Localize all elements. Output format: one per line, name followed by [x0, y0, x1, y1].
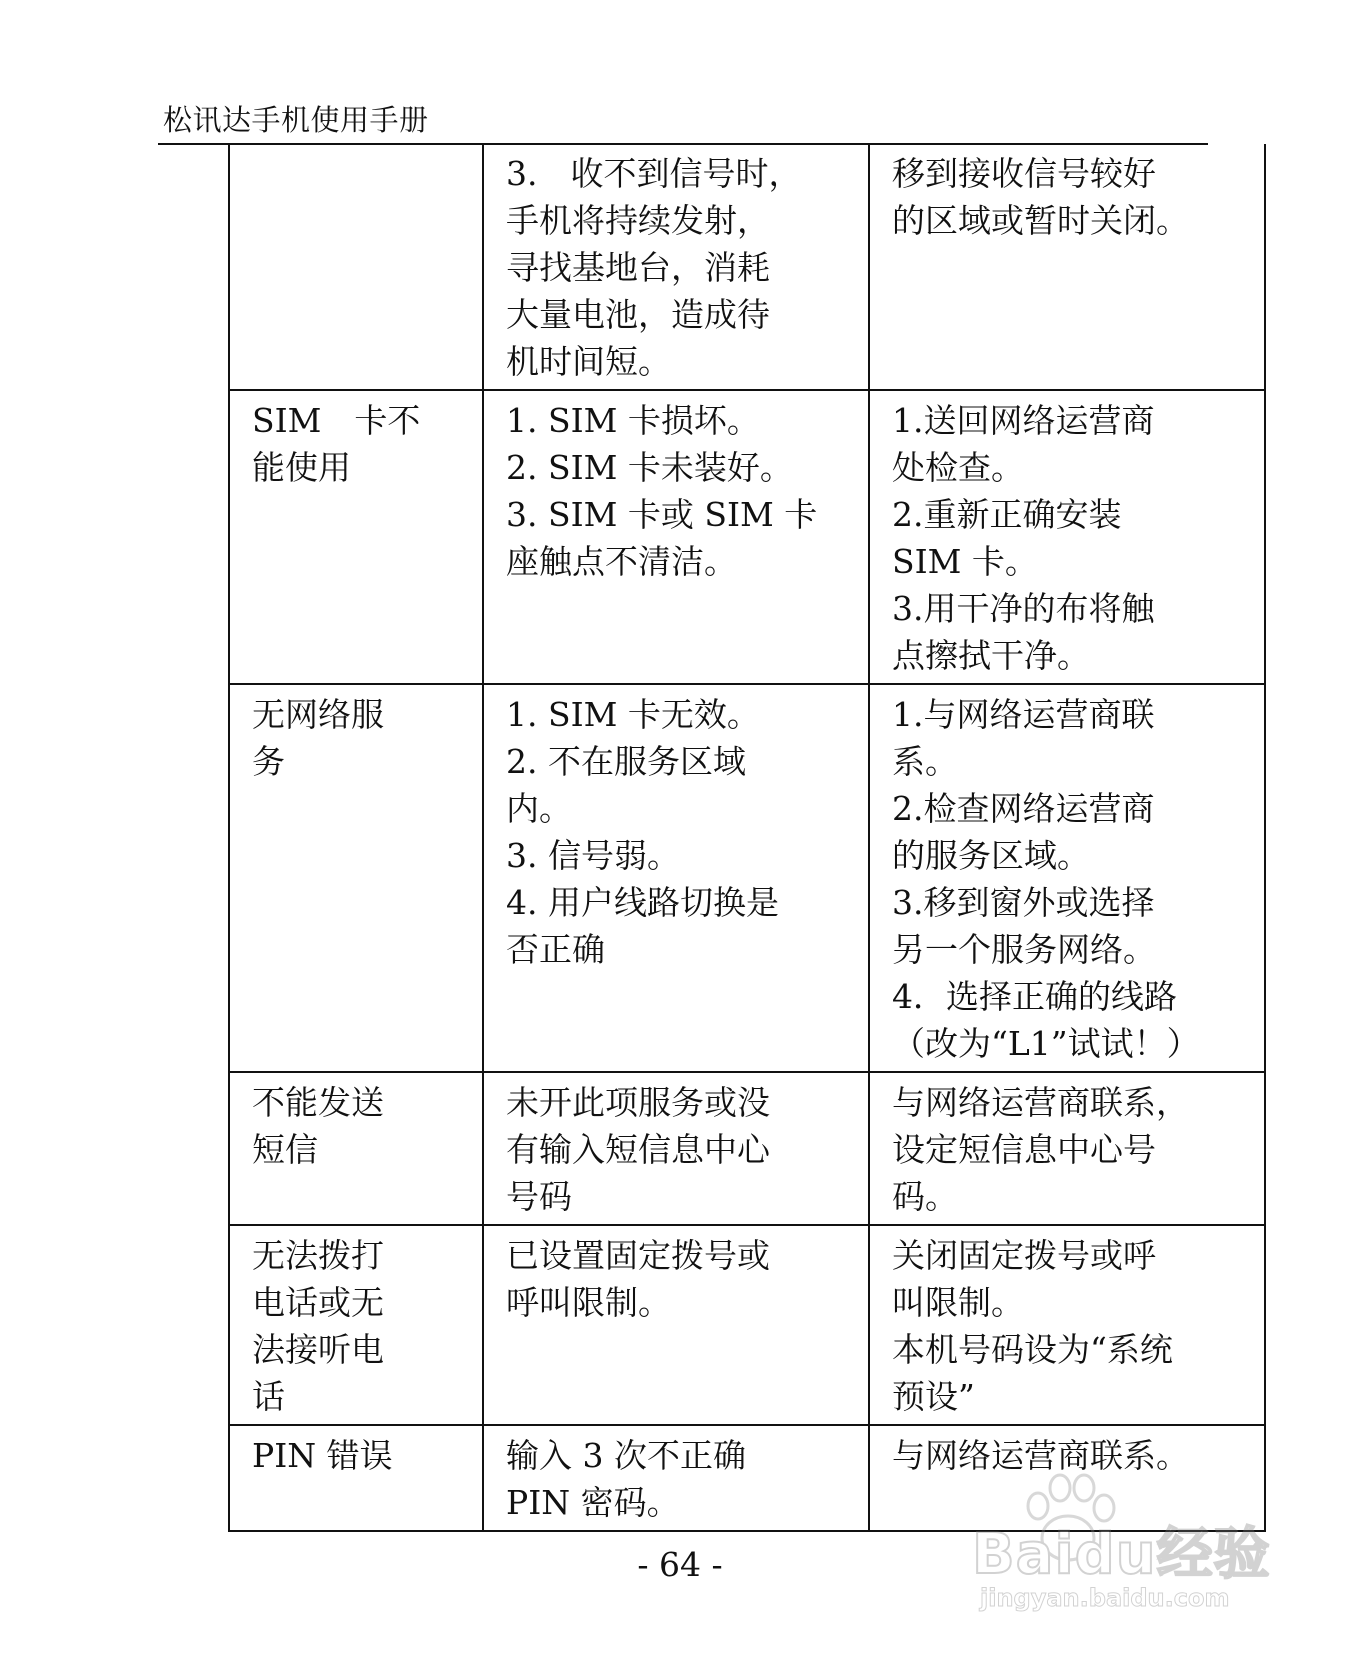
cause-line: 否正确: [506, 930, 605, 969]
cause-line: 已设置固定拨号或: [506, 1236, 770, 1275]
problem-cell: [229, 144, 483, 390]
problem-line: 电话或无: [252, 1283, 384, 1322]
cause-line: 4. 用户线路切换是: [506, 883, 779, 922]
problem-line: 短信: [252, 1130, 318, 1169]
solution-cell: [869, 1072, 1265, 1225]
cause-line: 1. SIM 卡损坏。: [506, 401, 760, 440]
solution-line: 系。: [892, 742, 958, 781]
solution-line: 的区域或暂时关闭。: [892, 201, 1189, 240]
page-header-title: 松讯达手机使用手册: [163, 103, 429, 137]
problem-line: SIM 卡不: [252, 401, 421, 440]
table-row: [229, 1072, 1265, 1225]
problem-line: 无法拨打: [252, 1236, 384, 1275]
cause-line: 寻找基地台，消耗: [506, 248, 770, 287]
problem-line: 法接听电: [252, 1330, 384, 1369]
cause-line: 号码: [506, 1177, 572, 1216]
cause-line: 内。: [506, 789, 572, 828]
problem-line: 务: [252, 742, 285, 781]
troubleshooting-table: [228, 144, 1266, 1532]
solution-line: 点擦拭干净。: [892, 636, 1090, 675]
cause-cell: [483, 390, 869, 684]
cause-line: PIN 密码。: [506, 1483, 680, 1522]
cause-line: 呼叫限制。: [506, 1283, 671, 1322]
baidu-watermark: [972, 1466, 1292, 1616]
cause-cell: [483, 144, 869, 390]
solution-line: 2.检查网络运营商: [892, 789, 1155, 828]
solution-line: 叫限制。: [892, 1283, 1024, 1322]
solution-line: 1.与网络运营商联: [892, 695, 1155, 734]
problem-cell: [229, 1225, 483, 1425]
watermark-brand: Baidu经验: [972, 1522, 1271, 1587]
solution-line: 的服务区域。: [892, 836, 1090, 875]
cause-line: 大量电池，造成待: [506, 295, 770, 334]
cause-line: 2. 不在服务区域: [506, 742, 746, 781]
table-row: [229, 144, 1265, 390]
solution-line: 预设”: [892, 1377, 975, 1416]
solution-line: 1.送回网络运营商: [892, 401, 1155, 440]
cause-line: 3. 收不到信号时，: [506, 154, 802, 193]
table-row: [229, 1225, 1265, 1425]
solution-line: 移到接收信号较好: [892, 154, 1156, 193]
solution-line: 与网络运营商联系，: [892, 1083, 1189, 1122]
solution-cell: [869, 144, 1265, 390]
problem-cell: [229, 390, 483, 684]
table-row: [229, 390, 1265, 684]
problem-line: 不能发送: [252, 1083, 384, 1122]
problem-cell: [229, 1425, 483, 1531]
cause-line: 有输入短信息中心: [506, 1130, 770, 1169]
solution-line: 处检查。: [892, 448, 1024, 487]
solution-line: 2.重新正确安装: [892, 495, 1122, 534]
table-row: [229, 684, 1265, 1072]
solution-line: SIM 卡。: [892, 542, 1038, 581]
problem-line: 无网络服: [252, 695, 384, 734]
solution-cell: [869, 1225, 1265, 1425]
cause-line: 1. SIM 卡无效。: [506, 695, 760, 734]
solution-line: 3.用干净的布将触: [892, 589, 1155, 628]
solution-line: 4．选择正确的线路: [892, 977, 1177, 1016]
solution-line: 本机号码设为“系统: [892, 1330, 1173, 1369]
solution-line: 关闭固定拨号或呼: [892, 1236, 1156, 1275]
cause-line: 2. SIM 卡未装好。: [506, 448, 793, 487]
solution-line: 设定短信息中心号: [892, 1130, 1156, 1169]
page-number: - 64 -: [637, 1545, 723, 1584]
watermark-url: jingyan.baidu.com: [980, 1584, 1230, 1612]
cause-cell: [483, 684, 869, 1072]
problem-cell: [229, 1072, 483, 1225]
cause-line: 座触点不清洁。: [506, 542, 737, 581]
cause-line: 3. 信号弱。: [506, 836, 680, 875]
problem-line: 话: [252, 1377, 285, 1416]
cause-cell: [483, 1072, 869, 1225]
solution-cell: [869, 390, 1265, 684]
cause-line: 机时间短。: [506, 342, 671, 381]
solution-line: （改为“L1”试试！）: [892, 1024, 1200, 1063]
cause-cell: [483, 1225, 869, 1425]
solution-line: 3.移到窗外或选择: [892, 883, 1155, 922]
cause-line: 3. SIM 卡或 SIM 卡: [506, 495, 818, 534]
problem-line: 能使用: [252, 448, 351, 487]
cause-cell: [483, 1425, 869, 1531]
solution-line: 与网络运营商联系。: [892, 1436, 1189, 1475]
problem-cell: [229, 684, 483, 1072]
solution-line: 码。: [892, 1177, 958, 1216]
solution-line: 另一个服务网络。: [892, 930, 1156, 969]
problem-line: PIN 错误: [252, 1436, 393, 1475]
cause-line: 输入 3 次不正确: [506, 1436, 746, 1475]
cause-line: 手机将持续发射，: [506, 201, 770, 240]
cause-line: 未开此项服务或没: [506, 1083, 770, 1122]
solution-cell: [869, 684, 1265, 1072]
